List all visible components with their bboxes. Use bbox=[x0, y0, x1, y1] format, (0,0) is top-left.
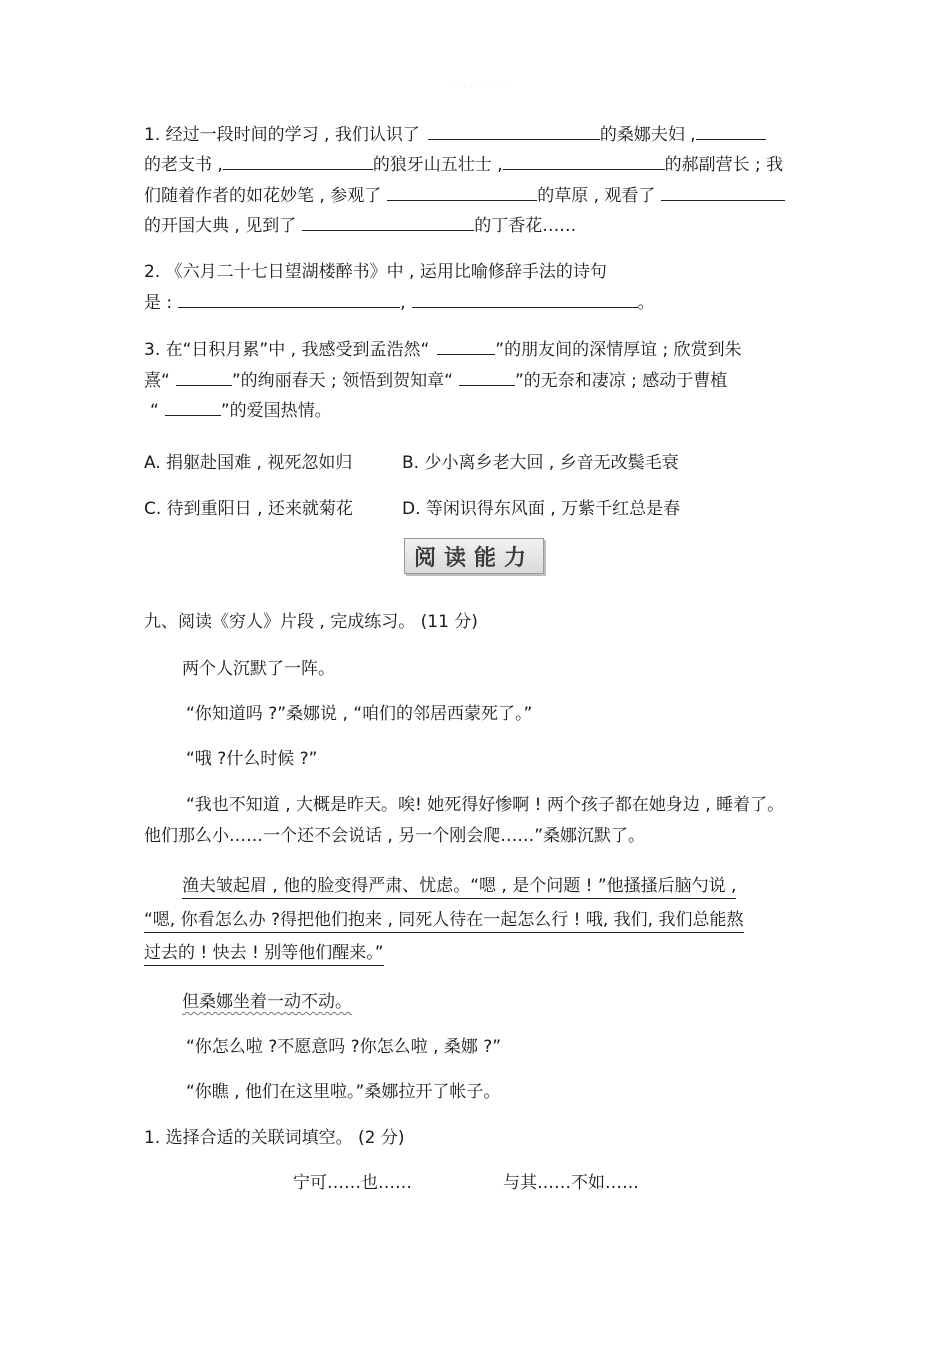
passage-paragraph: “你怎么啦 ?不愿意吗 ?你怎么啦 , 桑娜 ?” bbox=[186, 1037, 502, 1057]
q1-text: 的老支书 , bbox=[144, 155, 223, 175]
answer-blank[interactable] bbox=[412, 289, 638, 308]
underlined-passage-line bbox=[144, 905, 744, 930]
q3-line-2 bbox=[144, 366, 727, 396]
answer-blank[interactable] bbox=[661, 182, 785, 201]
underlined-text: “嗯, 你看怎么办 ?得把他们抱来 , 同死人待在一起怎么行 ! 哦, 我们, 我们总能熬 bbox=[144, 910, 744, 933]
q3-line-1 bbox=[144, 335, 742, 365]
passage-paragraph: 两个人沉默了一阵。 bbox=[182, 659, 335, 679]
page-header-mark: · · · · · · · · · · bbox=[452, 84, 508, 91]
underlined-passage-line bbox=[144, 938, 384, 963]
answer-blank[interactable] bbox=[696, 121, 766, 140]
passage-paragraph: 他们那么小……一个还不会说话 , 另一个刚会爬……”桑娜沉默了。 bbox=[144, 826, 646, 846]
reading-ability-banner: 阅读能力 bbox=[404, 538, 544, 574]
q3-text: ”的无奈和凄凉 ; 感动于曹植 bbox=[514, 371, 728, 391]
answer-blank[interactable] bbox=[178, 289, 400, 308]
underlined-text: 过去的 ! 快去 ! 别等他们醒来。” bbox=[144, 943, 384, 966]
answer-blank[interactable] bbox=[437, 336, 495, 355]
q3-text: ”的绚丽春天 ; 领悟到贺知章“ bbox=[231, 371, 453, 391]
answer-blank[interactable] bbox=[503, 151, 665, 170]
answer-blank[interactable] bbox=[387, 182, 537, 201]
q1-text: 的郝副营长 ; 我 bbox=[664, 155, 784, 175]
passage-paragraph: “哦 ?什么时候 ?” bbox=[186, 749, 318, 769]
underlined-text: 渔夫皱起眉 , 他的脸变得严肃、忧虑。“嗯 , 是个问题 ! ”他搔搔后脑勺说 , bbox=[182, 876, 736, 899]
q1-line-4 bbox=[144, 211, 576, 241]
option-d[interactable]: D. 等闲识得东风面 , 万紫千红总是春 bbox=[402, 499, 681, 519]
answer-blank[interactable] bbox=[165, 397, 221, 416]
answer-blank[interactable] bbox=[428, 121, 600, 140]
q2-text: 是 : bbox=[144, 293, 173, 313]
q3-line-3 bbox=[150, 396, 332, 426]
q1-text: 们随着作者的如花妙笔 , 参观了 bbox=[144, 186, 382, 206]
q1-text: 的丁香花…… bbox=[474, 216, 577, 236]
option-a[interactable]: A. 捐躯赴国难 , 视死忽如归 bbox=[144, 453, 353, 473]
option-b[interactable]: B. 少小离乡老大回 , 乡音无改鬓毛衰 bbox=[402, 453, 679, 473]
answer-blank[interactable] bbox=[302, 212, 474, 231]
option-c[interactable]: C. 待到重阳日 , 还来就菊花 bbox=[144, 499, 353, 519]
conjunction-choice-2: 与其……不如…… bbox=[503, 1173, 639, 1193]
q3-text: 3. 在“日积月累”中 , 我感受到孟浩然“ bbox=[144, 340, 430, 360]
q1-line-3 bbox=[144, 181, 785, 211]
conjunction-choice-1: 宁可……也…… bbox=[293, 1173, 412, 1193]
q3-text: 熹“ bbox=[144, 371, 170, 391]
subquestion-1-heading: 1. 选择合适的关联词填空。 (2 分) bbox=[144, 1128, 405, 1148]
q2-text: 。 bbox=[637, 293, 655, 313]
q1-text: 的草原 , 观看了 bbox=[537, 186, 656, 206]
underlined-passage-line bbox=[182, 871, 736, 896]
q2-line-1 bbox=[144, 257, 607, 287]
q1-text: 的狼牙山五壮士 , bbox=[372, 155, 503, 175]
q3-text: “ bbox=[150, 401, 159, 421]
q2-text: , bbox=[400, 293, 406, 313]
q1-line-1 bbox=[144, 120, 766, 150]
section-9-heading: 九、阅读《穷人》片段 , 完成练习。 (11 分) bbox=[144, 612, 478, 632]
q2-line-2 bbox=[144, 288, 655, 318]
q3-text: ”的爱国热情。 bbox=[220, 401, 332, 421]
answer-blank[interactable] bbox=[459, 367, 515, 386]
passage-paragraph: “你瞧 , 他们在这里啦。”桑娜拉开了帐子。 bbox=[186, 1082, 501, 1102]
q1-text: 的桑娜夫妇 , bbox=[599, 125, 696, 145]
wavy-underlined-sentence bbox=[182, 987, 352, 1012]
q1-text: 的开国大典 , 见到了 bbox=[144, 216, 297, 236]
q1-text: 1. 经过一段时间的学习 , 我们认识了 bbox=[144, 125, 420, 145]
passage-paragraph: “你知道吗 ?”桑娜说 , “咱们的邻居西蒙死了。” bbox=[186, 704, 533, 724]
q2-text: 2. 《六月二十七日望湖楼醉书》中 , 运用比喻修辞手法的诗句 bbox=[144, 262, 607, 282]
answer-blank[interactable] bbox=[223, 151, 373, 170]
wavy-text: 但桑娜坐着一动不动。 bbox=[182, 992, 352, 1012]
q1-line-2 bbox=[144, 150, 783, 180]
answer-blank[interactable] bbox=[176, 367, 232, 386]
q3-text: ”的朋友间的深情厚谊 ; 欣赏到朱 bbox=[495, 340, 742, 360]
passage-paragraph: “我也不知道 , 大概是昨天。唉! 她死得好惨啊 ! 两个孩子都在她身边 , 睡着了。 bbox=[186, 795, 785, 815]
